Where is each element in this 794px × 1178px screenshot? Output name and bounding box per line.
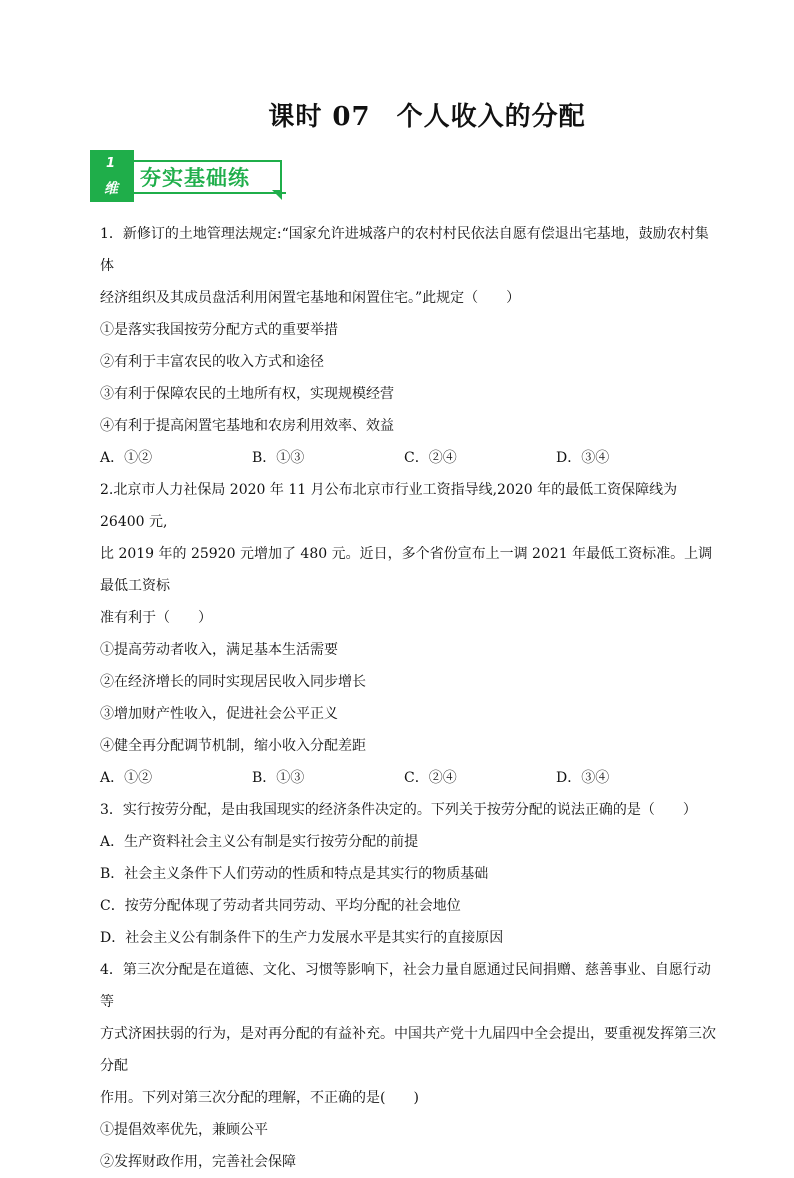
lesson-title: 个人收入的分配 bbox=[396, 102, 586, 132]
question-4-line-2: 方式济困扶弱的行为，是对再分配的有益补充。中国共产党十九届四中全会提出，要重视发挥第三次分配 bbox=[100, 1026, 716, 1074]
question-2-choice-a: A．①② bbox=[100, 770, 153, 786]
question-2-line-2: 比 2019 年的 25920 元增加了 480 元。近日，多个省份宣布上一调 2021 年最低工资标准。上调最低工资标 bbox=[100, 546, 713, 594]
question-1-choice-c: C．②④ bbox=[404, 450, 457, 466]
question-2-choice-d: D．③④ bbox=[556, 770, 610, 786]
question-2-choice-c: C．②④ bbox=[404, 770, 457, 786]
question-1-line-2: 经济组织及其成员盘活利用闲置宅基地和闲置住宅。”此规定（ ） bbox=[100, 290, 521, 306]
level-suffix: 维 bbox=[104, 181, 118, 197]
question-2 bbox=[100, 474, 720, 794]
question-1-choice-d: D．③④ bbox=[556, 450, 610, 466]
question-4 bbox=[100, 954, 720, 1178]
question-3 bbox=[100, 794, 720, 954]
question-2-line-3: 准有利于（ ） bbox=[100, 610, 212, 626]
question-2-option-2: ②在经济增长的同时实现居民收入同步增长 bbox=[100, 674, 366, 690]
question-1-choice-b: B．①③ bbox=[252, 450, 305, 466]
question-3-option-c: C．按劳分配体现了劳动者共同劳动、平均分配的社会地位 bbox=[100, 898, 461, 914]
level-badge bbox=[90, 150, 134, 202]
question-2-option-1: ①提高劳动者收入，满足基本生活需要 bbox=[100, 642, 338, 658]
section-label: 夯实基础练 bbox=[140, 166, 250, 190]
question-1-choices bbox=[100, 442, 720, 474]
question-1 bbox=[100, 218, 720, 474]
question-4-line-1: 4．第三次分配是在道德、文化、习惯等影响下，社会力量自愿通过民间捐赠、慈善事业、自愿行动等 bbox=[100, 962, 711, 1010]
question-3-option-d: D．社会主义公有制条件下的生产力发展水平是其实行的直接原因 bbox=[100, 930, 504, 946]
question-1-option-2: ②有利于丰富农民的收入方式和途径 bbox=[100, 354, 324, 370]
question-2-option-4: ④健全再分配调节机制，缩小收入分配差距 bbox=[100, 738, 366, 754]
question-3-option-b: B．社会主义条件下人们劳动的性质和特点是其实行的物质基础 bbox=[100, 866, 489, 882]
lesson-number: 课时 07 bbox=[268, 102, 371, 132]
question-list bbox=[100, 218, 720, 1178]
question-1-option-4: ④有利于提高闲置宅基地和农房利用效率、效益 bbox=[100, 418, 394, 434]
question-3-line-1: 3．实行按劳分配，是由我国现实的经济条件决定的。下列关于按劳分配的说法正确的是（ ） bbox=[100, 802, 697, 818]
question-1-choice-a: A．①② bbox=[100, 450, 153, 466]
question-4-option-1: ①提倡效率优先，兼顾公平 bbox=[100, 1122, 268, 1138]
banner-underline bbox=[134, 192, 286, 194]
question-4-line-3: 作用。下列对第三次分配的理解，不正确的是( ) bbox=[100, 1090, 419, 1106]
question-4-option-2: ②发挥财政作用，完善社会保障 bbox=[100, 1154, 296, 1170]
question-2-choice-b: B．①③ bbox=[252, 770, 305, 786]
question-1-option-1: ①是落实我国按劳分配方式的重要举措 bbox=[100, 322, 338, 338]
question-3-option-a: A．生产资料社会主义公有制是实行按劳分配的前提 bbox=[100, 834, 419, 850]
question-2-line-1: 2.北京市人力社保局 2020 年 11 月公布北京市行业工资指导线,2020 年的最低工资保障线为 26400 元, bbox=[100, 482, 678, 530]
page-title bbox=[0, 96, 794, 133]
section-label-box bbox=[134, 160, 282, 190]
question-2-option-3: ③增加财产性收入，促进社会公平正义 bbox=[100, 706, 338, 722]
level-number: 1 bbox=[106, 156, 116, 171]
question-1-line-1: 1．新修订的土地管理法规定:“国家允许进城落户的农村村民依法自愿有偿退出宅基地，鼓励农村集体 bbox=[100, 226, 709, 274]
section-banner bbox=[90, 150, 290, 206]
question-2-choices bbox=[100, 762, 720, 794]
question-1-option-3: ③有利于保障农民的土地所有权，实现规模经营 bbox=[100, 386, 394, 402]
